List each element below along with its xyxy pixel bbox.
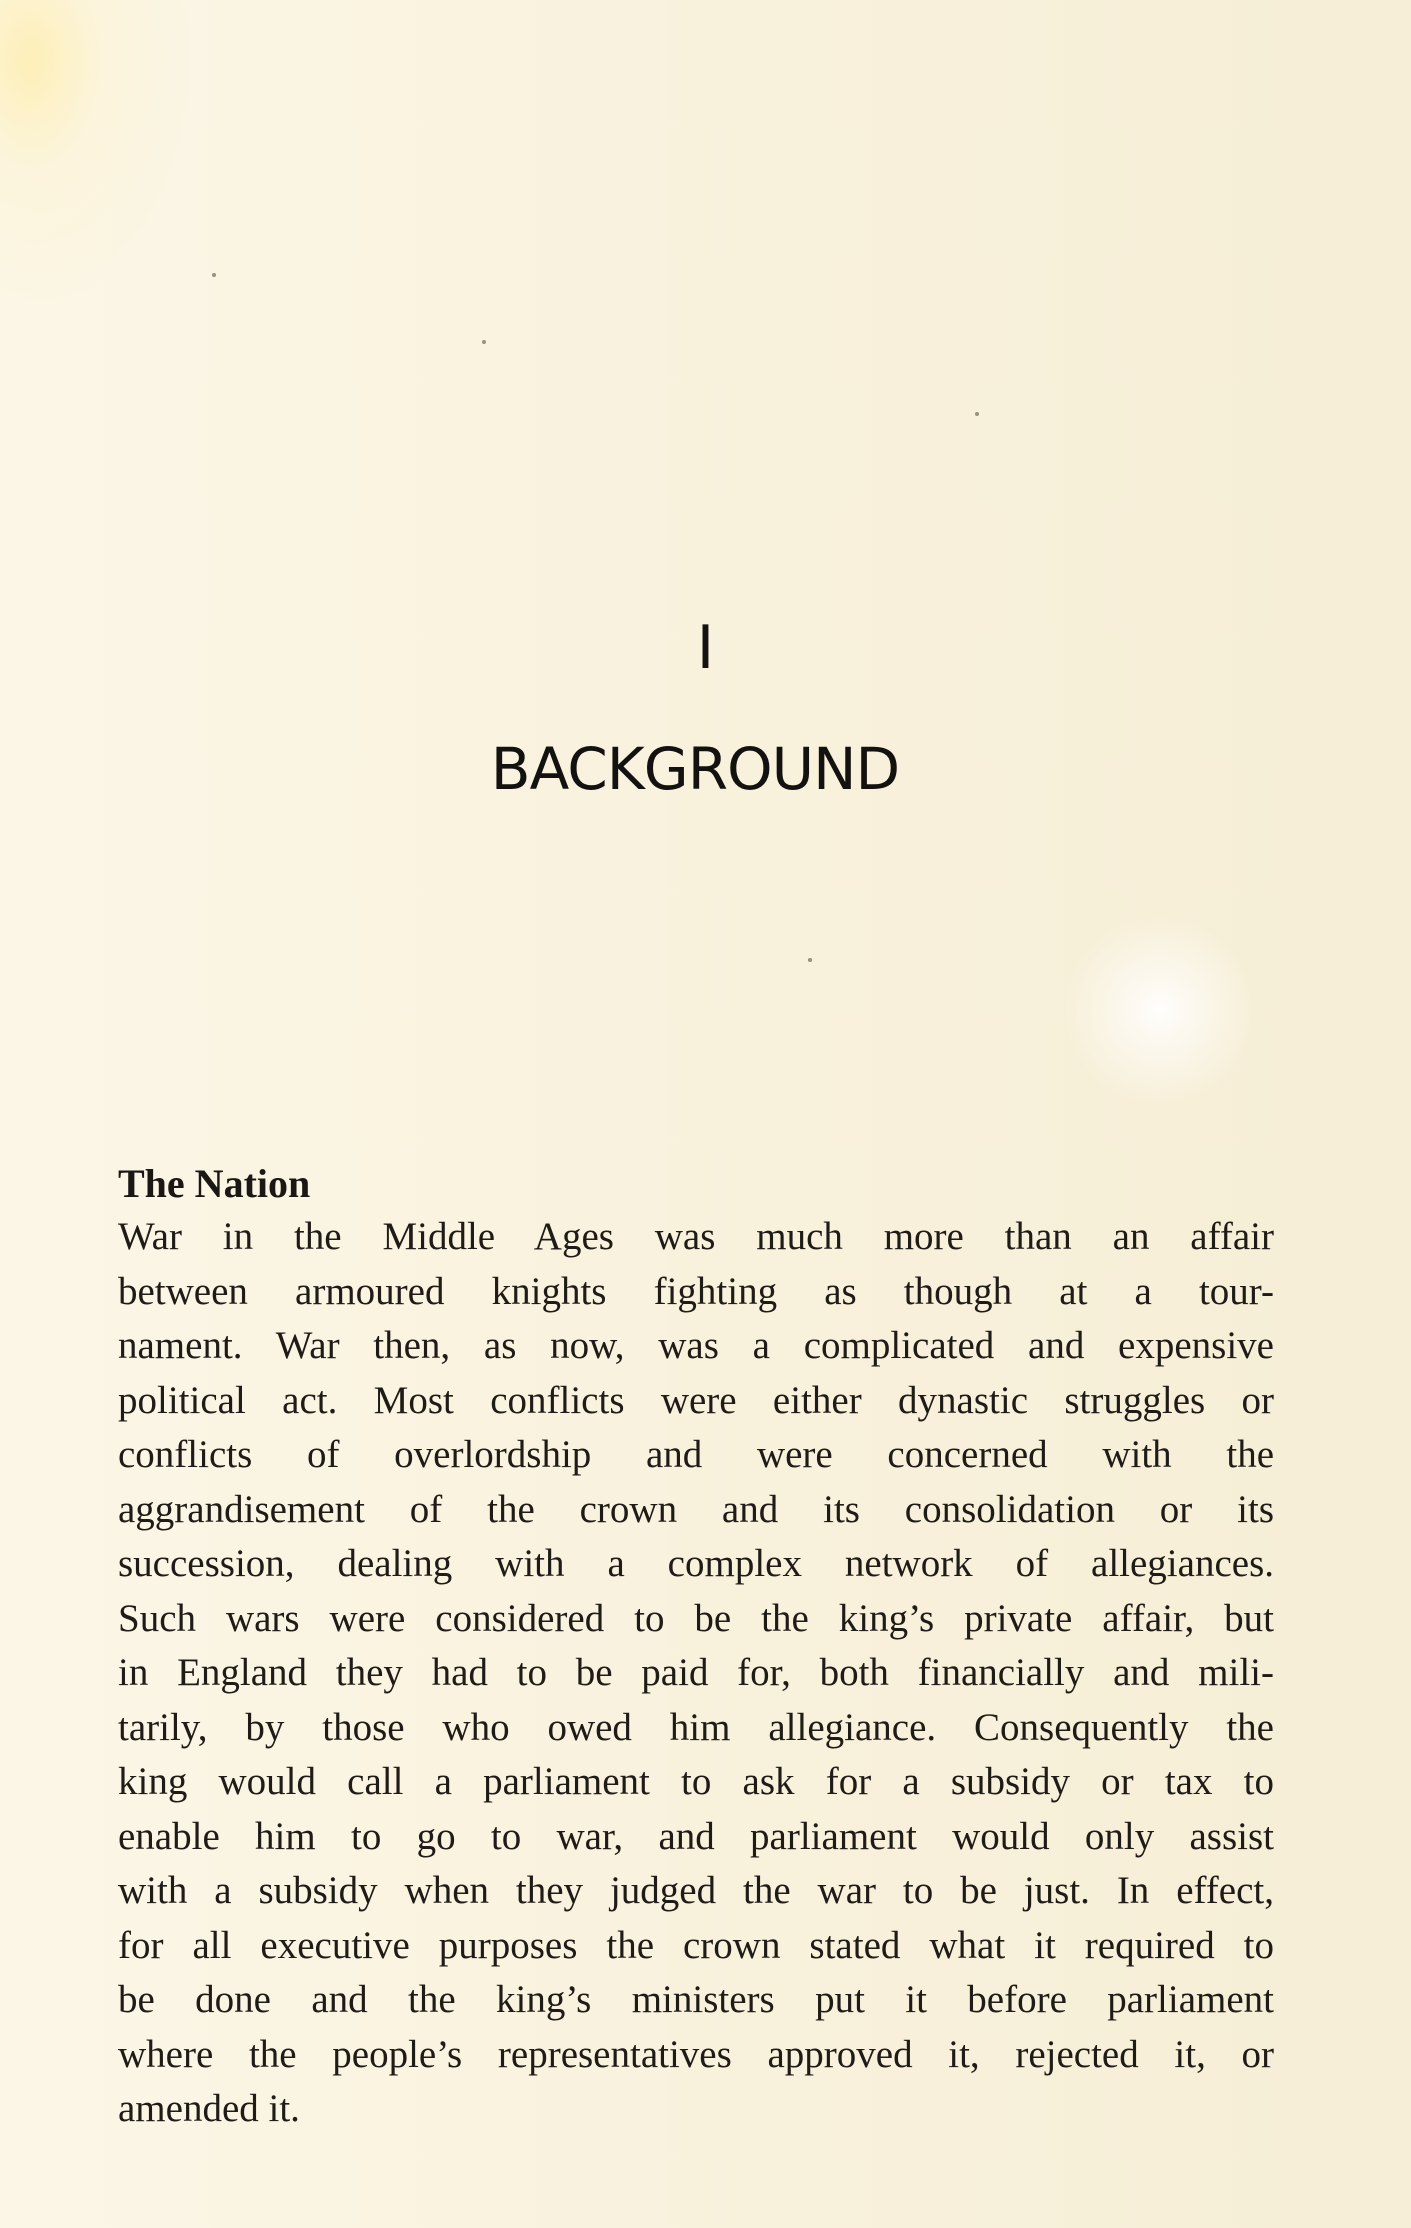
paper-speck (212, 273, 216, 277)
text-line: amended it. (118, 2087, 300, 2130)
text-line: conflicts of overlordship and were concerned with the (118, 1433, 1274, 1476)
text-line: tarily, by those who owed him allegiance. Consequently the (118, 1705, 1274, 1749)
chapter-title: BACKGROUND (490, 735, 900, 803)
section-heading: The Nation (118, 1161, 311, 1206)
text-line: where the people’s representatives approved it, rejected it, or (118, 2032, 1274, 2076)
paper-speck (975, 412, 979, 416)
text-line: with a subsidy when they judged the war to be just. In effect, (118, 1869, 1274, 1912)
text-line: nament. War then, as now, was a complicated and expensive (118, 1324, 1274, 1367)
text-line: political act. Most conflicts were either dynastic struggles or (118, 1378, 1274, 1422)
paper-speck (482, 340, 486, 344)
text-line: War in the Middle Ages was much more than an affair (118, 1215, 1274, 1258)
text-line: for all executive purposes the crown stated what it required to (118, 1923, 1274, 1967)
text-line: enable him to go to war, and parliament would only assist (118, 1814, 1274, 1858)
text-line: king would call a parliament to ask for a subsidy or tax to (118, 1760, 1274, 1803)
text-line: aggrandisement of the crown and its consolidation or its (118, 1487, 1274, 1531)
text-line: Such wars were considered to be the king’s private affair, but (118, 1596, 1274, 1640)
chapter-number: I (696, 613, 715, 683)
text-line: be done and the king’s ministers put it before parliament (118, 1978, 1274, 2021)
text-line: succession, dealing with a complex network of allegiances. (118, 1542, 1274, 1585)
text-line: between armoured knights fighting as though at a tour- (118, 1269, 1274, 1313)
body-paragraph (118, 1210, 1274, 2137)
text-line: in England they had to be paid for, both financially and mili- (118, 1651, 1274, 1694)
paper-speck (808, 958, 812, 962)
